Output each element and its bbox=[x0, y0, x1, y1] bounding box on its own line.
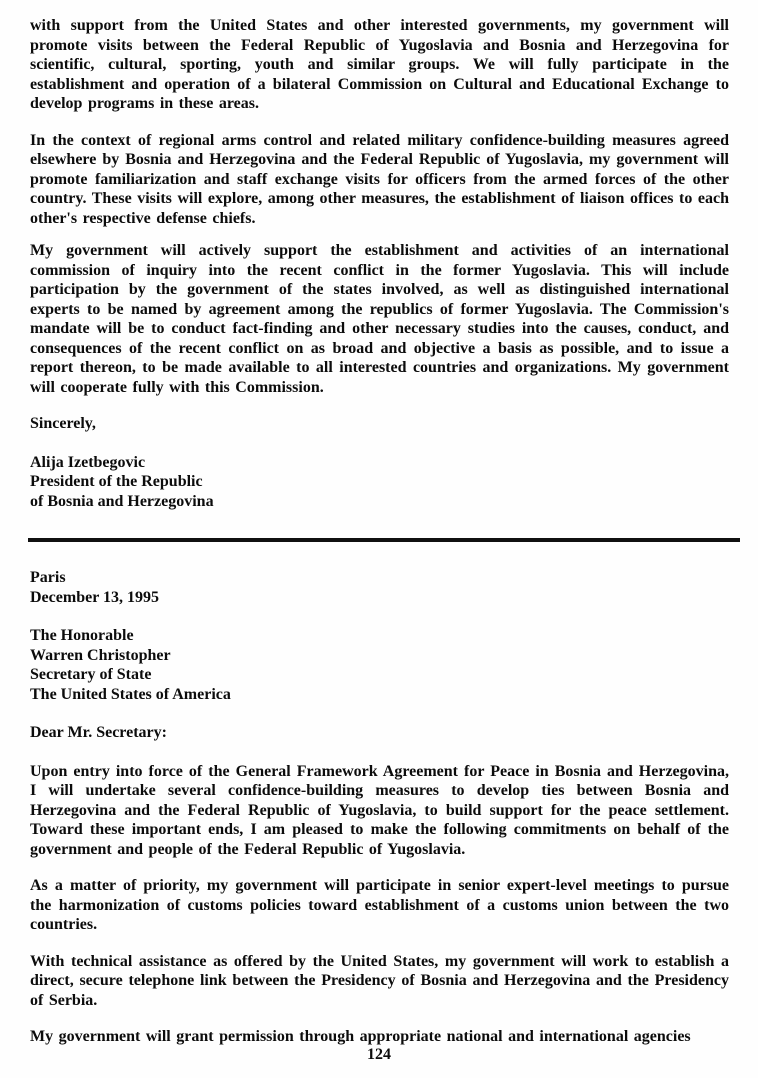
salutation-text: Dear Mr. Secretary: bbox=[30, 724, 167, 741]
letter-yugoslavia bbox=[30, 568, 729, 1047]
recipient-line: The Honorable bbox=[30, 627, 134, 644]
signature-name: Alija Izetbegovic bbox=[30, 453, 146, 471]
paragraph: In the context of regional arms control and related military confidence-building measures agreed elsewhere by Bosnia and Herzegovina and the Federal Republic of Yugoslavia, my government will promote familiarization and staff exchange visits for officers from the armed forces of the other country. These visits will explore, among other measures, the establishment of liaison offices to each other's respective defense chiefs. bbox=[30, 131, 729, 227]
paragraph: My government will actively support the establishment and activities of an international commission of inquiry into the recent conflict in the former Yugoslavia. This will include participation by the government of the states involved, as well as distinguished international experts to be named by agreement among the republics of former Yugoslavia. The Commission's mandate will be to conduct fact-finding and other necessary studies into the causes, conduct, and consequences of the recent conflict on as broad and objective a basis as possible, and to issue a report thereon, to be made available to all interested countries and organizations. My government will cooperate fully with this Commission. bbox=[30, 242, 729, 396]
closing-text: Sincerely, bbox=[30, 415, 96, 432]
paragraph: Upon entry into force of the General Framework Agreement for Peace in Bosnia and Herzegovina, I will undertake several confidence-building measures to develop ties between Bosnia and Herzegovina and the Federal Republic of Yugoslavia, to build support for the peace settlement. Toward these important ends, I am pleased to make the following commitments on behalf of the government and people of the Federal Republic of Yugoslavia. bbox=[30, 762, 729, 858]
paragraph: With technical assistance as offered by the United States, my government will work to establish a direct, secure telephone link between the Presidency of Bosnia and Herzegovina and the Presidency of Serbia. bbox=[30, 952, 729, 1009]
recipient-line: Secretary of State bbox=[30, 666, 152, 683]
closing bbox=[30, 414, 729, 434]
recipient-block bbox=[30, 626, 729, 704]
recipient-line: The United States of America bbox=[30, 685, 231, 703]
page-number: 124 bbox=[367, 1045, 391, 1063]
letter-bosnia-continuation bbox=[30, 16, 729, 511]
signature-title: President of the Republic bbox=[30, 473, 203, 490]
signature-block bbox=[30, 453, 729, 512]
dateline-block bbox=[30, 568, 729, 607]
paragraph: with support from the United States and other interested governments, my government will promote visits between the Federal Republic of Yugoslavia and Bosnia and Herzegovina for scientific, cultural, sporting, youth and similar groups. We will fully participate in the establishment and operation of a bilateral Commission on Cultural and Educational Exchange to develop programs in these areas. bbox=[30, 17, 729, 112]
signature-title: of Bosnia and Herzegovina bbox=[30, 492, 214, 510]
paragraph: As a matter of priority, my government will participate in senior expert-level meetings to pursue the harmonization of customs policies toward establishment of a customs union between the two countries. bbox=[30, 877, 729, 933]
salutation-block bbox=[30, 723, 729, 743]
place-line: Paris bbox=[30, 569, 66, 586]
recipient-line: Warren Christopher bbox=[30, 646, 171, 664]
section-divider bbox=[28, 538, 740, 542]
paragraph: My government will grant permission through appropriate national and international agencies bbox=[30, 1028, 691, 1045]
date-line: December 13, 1995 bbox=[30, 588, 159, 606]
